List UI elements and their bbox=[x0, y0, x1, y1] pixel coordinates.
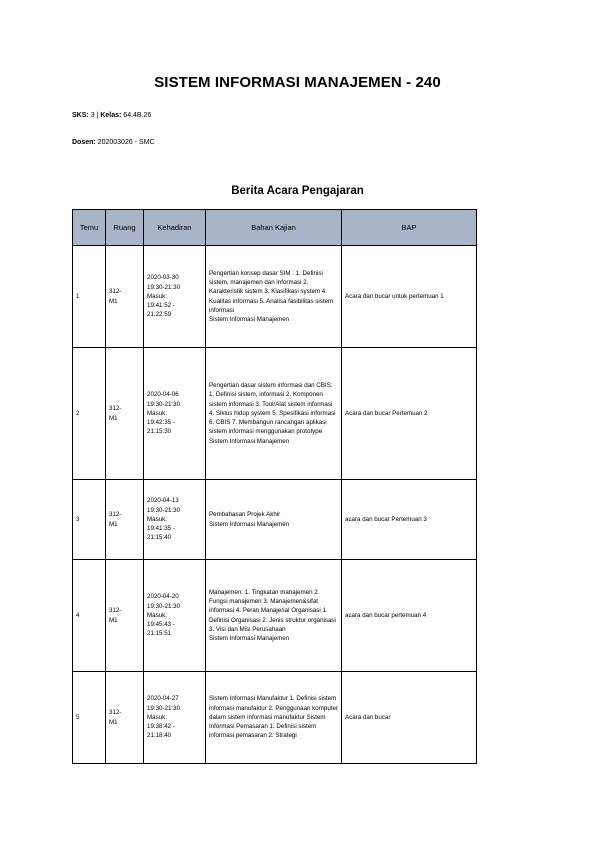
cell-temu: 4 bbox=[73, 560, 106, 672]
header-bap: BAP bbox=[342, 210, 477, 246]
cell-bahan-kajian: Pembahasan Projek Akhir Sistem Informasi Manajemen bbox=[206, 480, 342, 560]
cell-kehadiran: 2020-04-20 19:30-21:30 Masuk: 19:45:43 - 21:15:51 bbox=[144, 560, 206, 672]
cell-bap: Acara dan bucar untuk pertemuan 1 bbox=[342, 246, 477, 348]
kelas-value: 64.4B.26 bbox=[123, 112, 152, 119]
cell-temu: 1 bbox=[73, 246, 106, 348]
cell-bahan-kajian: Manajemen: 1. Tingkatan manajemen 2. Fungsi manajemen 3. Manajemen&sifat informasi 4. Peran Manajerial Organisasi 1. Definisi Organisasi 2. Jenis struktur organisasi 3. Visi dan Misi Perusahaan Sistem Informasi Manajemen bbox=[206, 560, 342, 672]
dosen-value: 202003026 - SMC bbox=[97, 139, 155, 146]
document-title: SISTEM INFORMASI MANAJEMEN - 240 bbox=[154, 74, 441, 91]
dosen-label: Dosen: bbox=[72, 139, 96, 146]
cell-temu: 2 bbox=[73, 348, 106, 480]
section-title: Berita Acara Pengajaran bbox=[231, 185, 364, 197]
bap-table bbox=[72, 209, 477, 764]
cell-bahan-kajian: Pengertian dasar sistem informasi dan CBIS: 1. Definisi sistem, informasi 2. Komponen sistem informasi 3. Tool/Alat sistem informasi 4. Siklus hidup system 5. Spesifikasi informasi 6. CBIS 7. Membangun rancangan aplikasi sistem informasi menggunakan prototype Sistem Informasi Manajemen bbox=[206, 348, 342, 480]
course-meta bbox=[72, 112, 151, 119]
cell-bahan-kajian: Sistem Informasi Manufaktur 1. Definisi sistem informasi manufaktur 2. Penggunaan komputer dalam sistem informasi manufaktur Sistem Informasi Pemasaran 1. Definisi sistem informasi pemasaran 2. Strategi bbox=[206, 672, 342, 764]
cell-temu: 5 bbox=[73, 672, 106, 764]
cell-kehadiran: 2020-04-27 19:30-21:30 Masuk: 19:38:42 - 21:18:40 bbox=[144, 672, 206, 764]
cell-bap: Acara dan bucar Pertemuan 2 bbox=[342, 348, 477, 480]
table-row bbox=[73, 560, 477, 672]
table-header-row bbox=[73, 210, 477, 246]
meta-separator: | bbox=[96, 112, 99, 119]
cell-ruang: 312- M1 bbox=[106, 480, 144, 560]
header-ruang: Ruang bbox=[106, 210, 144, 246]
sks-value: 3 bbox=[90, 112, 95, 119]
cell-kehadiran: 2020-04-06 19:30-21:30 Masuk: 19:42:35 - 21:15:30 bbox=[144, 348, 206, 480]
cell-temu: 3 bbox=[73, 480, 106, 560]
table-row bbox=[73, 246, 477, 348]
header-temu: Temu bbox=[73, 210, 106, 246]
cell-ruang: 312- M1 bbox=[106, 560, 144, 672]
cell-kehadiran: 2020-04-13 19:30-21:30 Masuk: 19:41:35 - 21:15:40 bbox=[144, 480, 206, 560]
cell-bap: acara dan bucar pertemuan 4 bbox=[342, 560, 477, 672]
cell-bap: acara dan bucar Pertemuan 3 bbox=[342, 480, 477, 560]
cell-kehadiran: 2020-03-30 19:30-21:30 Masuk: 19:41:52 - 21:22:59 bbox=[144, 246, 206, 348]
cell-bap: Acara dan bucar bbox=[342, 672, 477, 764]
table-row bbox=[73, 480, 477, 560]
kelas-label: Kelas: bbox=[100, 112, 122, 119]
cell-bahan-kajian: Pengertian konsep dasar SIM : 1. Definisi sistem, manajemen dan informasi 2. Karakteristik sistem 3. Klasifikasi system 4. Kualitas informasi 5. Analisa fasibilitas sistem informasi Sistem Informasi Manajemen bbox=[206, 246, 342, 348]
header-bahan-kajian: Bahan Kajian bbox=[206, 210, 342, 246]
table-row bbox=[73, 348, 477, 480]
lecturer-meta bbox=[72, 139, 155, 146]
cell-ruang: 312- M1 bbox=[106, 348, 144, 480]
header-kehadiran: Kehadiran bbox=[144, 210, 206, 246]
table-row bbox=[73, 672, 477, 764]
cell-ruang: 312- M1 bbox=[106, 246, 144, 348]
cell-ruang: 312- M1 bbox=[106, 672, 144, 764]
sks-label: SKS: bbox=[72, 112, 89, 119]
